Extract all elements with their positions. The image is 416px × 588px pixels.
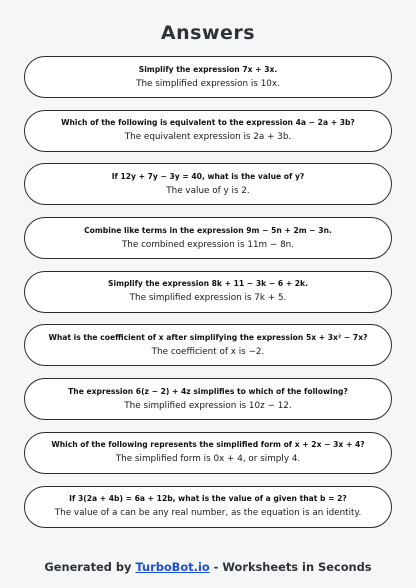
answer-card [24, 217, 392, 259]
question-text: Which of the following is equivalent to the expression 4a − 2a + 3b? [61, 118, 355, 128]
footer [0, 560, 416, 574]
question-text: Simplify the expression 7x + 3x. [138, 64, 278, 74]
answer-text: The value of a can be any real number, as the equation is an identity. [54, 508, 362, 518]
answer-card [24, 110, 392, 152]
answer-card [24, 163, 392, 205]
page-title: Answers [160, 22, 256, 44]
answer-text: The simplified expression is 10z − 12. [124, 400, 292, 411]
question-text: Which of the following represents the simplified form of x + 2x − 3x + 4? [51, 440, 365, 450]
answer-text: The simplified expression is 10x. [136, 78, 280, 89]
question-text: Simplify the expression 8k + 11 − 3k − 6 + 2k. [108, 279, 308, 289]
question-text: Combine like terms in the expression 9m − 5n + 2m − 3n. [84, 225, 332, 235]
answer-card [24, 324, 392, 366]
answer-card [24, 486, 392, 528]
answer-card [24, 56, 392, 98]
answer-card [24, 271, 392, 313]
answer-text: The value of y is 2. [166, 185, 250, 196]
turbobot-link[interactable]: TurboBot.io [135, 560, 210, 574]
answer-text: The combined expression is 11m − 8n. [121, 239, 295, 250]
answer-text: The simplified expression is 7k + 5. [129, 293, 287, 304]
question-text: The expression 6(z − 2) + 4z simplifies to which of the following? [68, 386, 348, 396]
question-text: If 12y + 7y − 3y = 40, what is the value of y? [111, 171, 305, 181]
question-text: If 3(2a + 4b) = 6a + 12b, what is the value of a given that b = 2? [69, 494, 347, 503]
question-text: What is the coefficient of x after simplifying the expression 5x + 3x² − 7x? [48, 332, 368, 342]
footer-suffix: - Worksheets in Seconds [209, 560, 372, 574]
answer-text: The equivalent expression is 2a + 3b. [124, 132, 292, 143]
answer-list [24, 56, 392, 539]
answer-text: The coefficient of x is −2. [151, 346, 265, 357]
answer-text: The simplified form is 0x + 4, or simply 4. [115, 454, 301, 465]
answer-card [24, 378, 392, 420]
answer-card [24, 432, 392, 474]
footer-prefix: Generated by [44, 560, 136, 574]
